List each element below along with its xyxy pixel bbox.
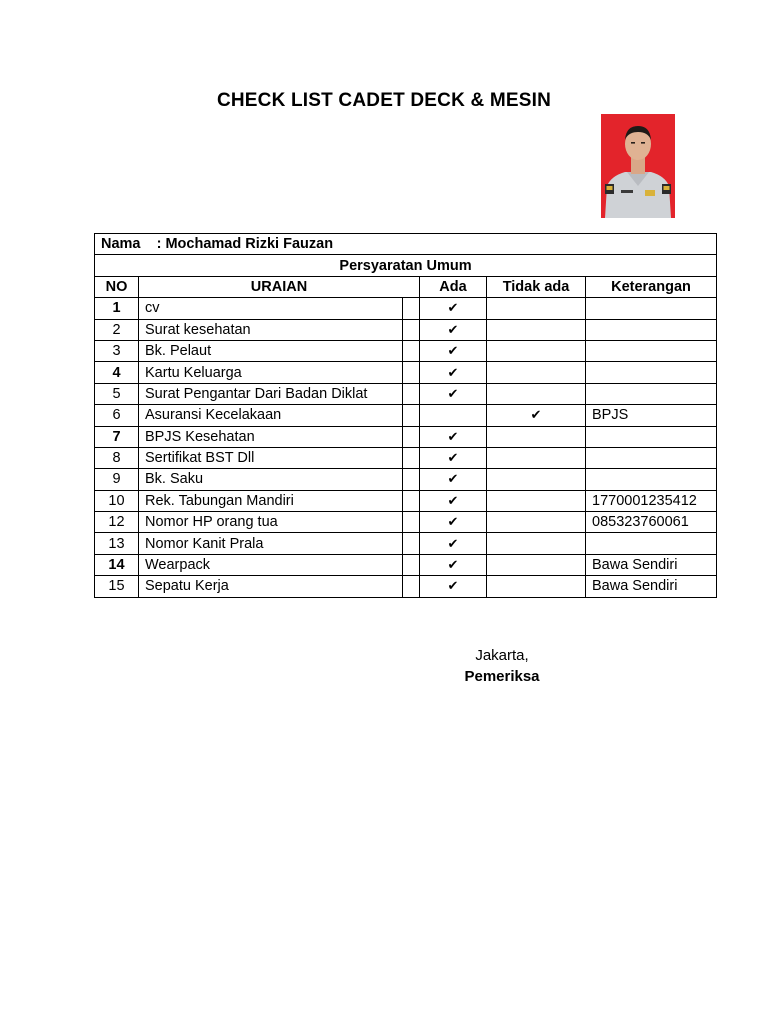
table-row [95, 447, 717, 468]
row-spacer [403, 383, 420, 404]
row-ada-check-icon: ✔ [420, 298, 487, 319]
row-tidak-ada [487, 533, 586, 554]
table-row [95, 576, 717, 597]
document-title: CHECK LIST CADET DECK & MESIN [216, 90, 552, 111]
row-ada-check-icon: ✔ [420, 383, 487, 404]
row-ada-check-icon: ✔ [420, 469, 487, 490]
row-spacer [403, 298, 420, 319]
row-tidak-ada [487, 512, 586, 533]
header-tidak-ada: Tidak ada [487, 276, 586, 297]
header-no: NO [95, 276, 139, 297]
header-ada: Ada [420, 276, 487, 297]
row-uraian: Bk. Pelaut [139, 340, 403, 361]
row-no: 10 [95, 490, 139, 511]
table-row [95, 362, 717, 383]
row-keterangan [586, 383, 717, 404]
row-tidak-ada [487, 576, 586, 597]
row-uraian: Kartu Keluarga [139, 362, 403, 383]
row-no: 8 [95, 447, 139, 468]
row-keterangan [586, 447, 717, 468]
table-row [95, 533, 717, 554]
section-row [95, 255, 717, 276]
row-uraian: Surat kesehatan [139, 319, 403, 340]
header-uraian: URAIAN [139, 276, 420, 297]
row-no: 7 [95, 426, 139, 447]
row-no: 4 [95, 362, 139, 383]
row-no: 9 [95, 469, 139, 490]
row-no: 14 [95, 554, 139, 575]
row-spacer [403, 490, 420, 511]
row-no: 12 [95, 512, 139, 533]
name-cell [95, 234, 717, 255]
row-tidak-ada-check-icon: ✔ [487, 405, 586, 426]
row-spacer [403, 533, 420, 554]
row-keterangan [586, 298, 717, 319]
row-tidak-ada [487, 383, 586, 404]
table-row [95, 426, 717, 447]
footer-place: Jakarta, [475, 647, 529, 664]
row-tidak-ada [487, 554, 586, 575]
portrait-image [601, 114, 675, 218]
row-ada-check-icon: ✔ [420, 533, 487, 554]
row-keterangan: Bawa Sendiri [586, 554, 717, 575]
row-uraian: Sertifikat BST Dll [139, 447, 403, 468]
row-spacer [403, 512, 420, 533]
row-no: 6 [95, 405, 139, 426]
row-tidak-ada [487, 362, 586, 383]
row-spacer [403, 554, 420, 575]
row-ada-check-icon: ✔ [420, 554, 487, 575]
table-row [95, 319, 717, 340]
row-ada-check-icon: ✔ [420, 576, 487, 597]
row-no: 5 [95, 383, 139, 404]
cadet-portrait-photo [601, 114, 675, 218]
row-ada-check-icon: ✔ [420, 340, 487, 361]
row-no: 15 [95, 576, 139, 597]
row-spacer [403, 426, 420, 447]
row-tidak-ada [487, 340, 586, 361]
row-ada-check-icon: ✔ [420, 319, 487, 340]
row-spacer [403, 340, 420, 361]
table-row [95, 298, 717, 319]
row-uraian: Sepatu Kerja [139, 576, 403, 597]
table-row [95, 383, 717, 404]
table-row [95, 340, 717, 361]
row-ada-check-icon: ✔ [420, 512, 487, 533]
section-title: Persyaratan Umum [95, 255, 717, 276]
row-ada-check-icon: ✔ [420, 362, 487, 383]
row-uraian: cv [139, 298, 403, 319]
row-tidak-ada [487, 426, 586, 447]
row-uraian: Asuransi Kecelakaan [139, 405, 403, 426]
row-ada-check-icon: ✔ [420, 426, 487, 447]
row-tidak-ada [487, 469, 586, 490]
row-keterangan [586, 426, 717, 447]
row-tidak-ada [487, 490, 586, 511]
row-tidak-ada [487, 447, 586, 468]
row-ada-check-icon: ✔ [420, 447, 487, 468]
row-keterangan: 1770001235412 [586, 490, 717, 511]
footer-signer: Pemeriksa [464, 668, 540, 685]
table-row [95, 554, 717, 575]
name-row [95, 234, 717, 255]
row-uraian: Bk. Saku [139, 469, 403, 490]
row-keterangan: Bawa Sendiri [586, 576, 717, 597]
row-spacer [403, 362, 420, 383]
row-no: 13 [95, 533, 139, 554]
row-spacer [403, 447, 420, 468]
row-uraian: Rek. Tabungan Mandiri [139, 490, 403, 511]
row-tidak-ada [487, 298, 586, 319]
row-keterangan [586, 319, 717, 340]
name-label: Nama [101, 236, 141, 253]
row-keterangan [586, 469, 717, 490]
row-keterangan [586, 533, 717, 554]
row-uraian: Nomor Kanit Prala [139, 533, 403, 554]
row-uraian: Wearpack [139, 554, 403, 575]
table-row [95, 469, 717, 490]
header-keterangan: Keterangan [586, 276, 717, 297]
row-ada [420, 405, 487, 426]
row-uraian: Surat Pengantar Dari Badan Diklat [139, 383, 403, 404]
row-no: 1 [95, 298, 139, 319]
row-no: 2 [95, 319, 139, 340]
table-row [95, 490, 717, 511]
row-keterangan [586, 362, 717, 383]
name-value: : Mochamad Rizki Fauzan [156, 236, 334, 253]
row-keterangan [586, 340, 717, 361]
row-uraian: Nomor HP orang tua [139, 512, 403, 533]
row-spacer [403, 469, 420, 490]
row-no: 3 [95, 340, 139, 361]
row-spacer [403, 405, 420, 426]
row-spacer [403, 319, 420, 340]
row-tidak-ada [487, 319, 586, 340]
row-keterangan: BPJS [586, 405, 717, 426]
header-row [95, 276, 717, 297]
row-keterangan: 085323760061 [586, 512, 717, 533]
table-row [95, 512, 717, 533]
checklist-table [94, 233, 717, 598]
row-uraian: BPJS Kesehatan [139, 426, 403, 447]
table-row [95, 405, 717, 426]
row-ada-check-icon: ✔ [420, 490, 487, 511]
row-spacer [403, 576, 420, 597]
